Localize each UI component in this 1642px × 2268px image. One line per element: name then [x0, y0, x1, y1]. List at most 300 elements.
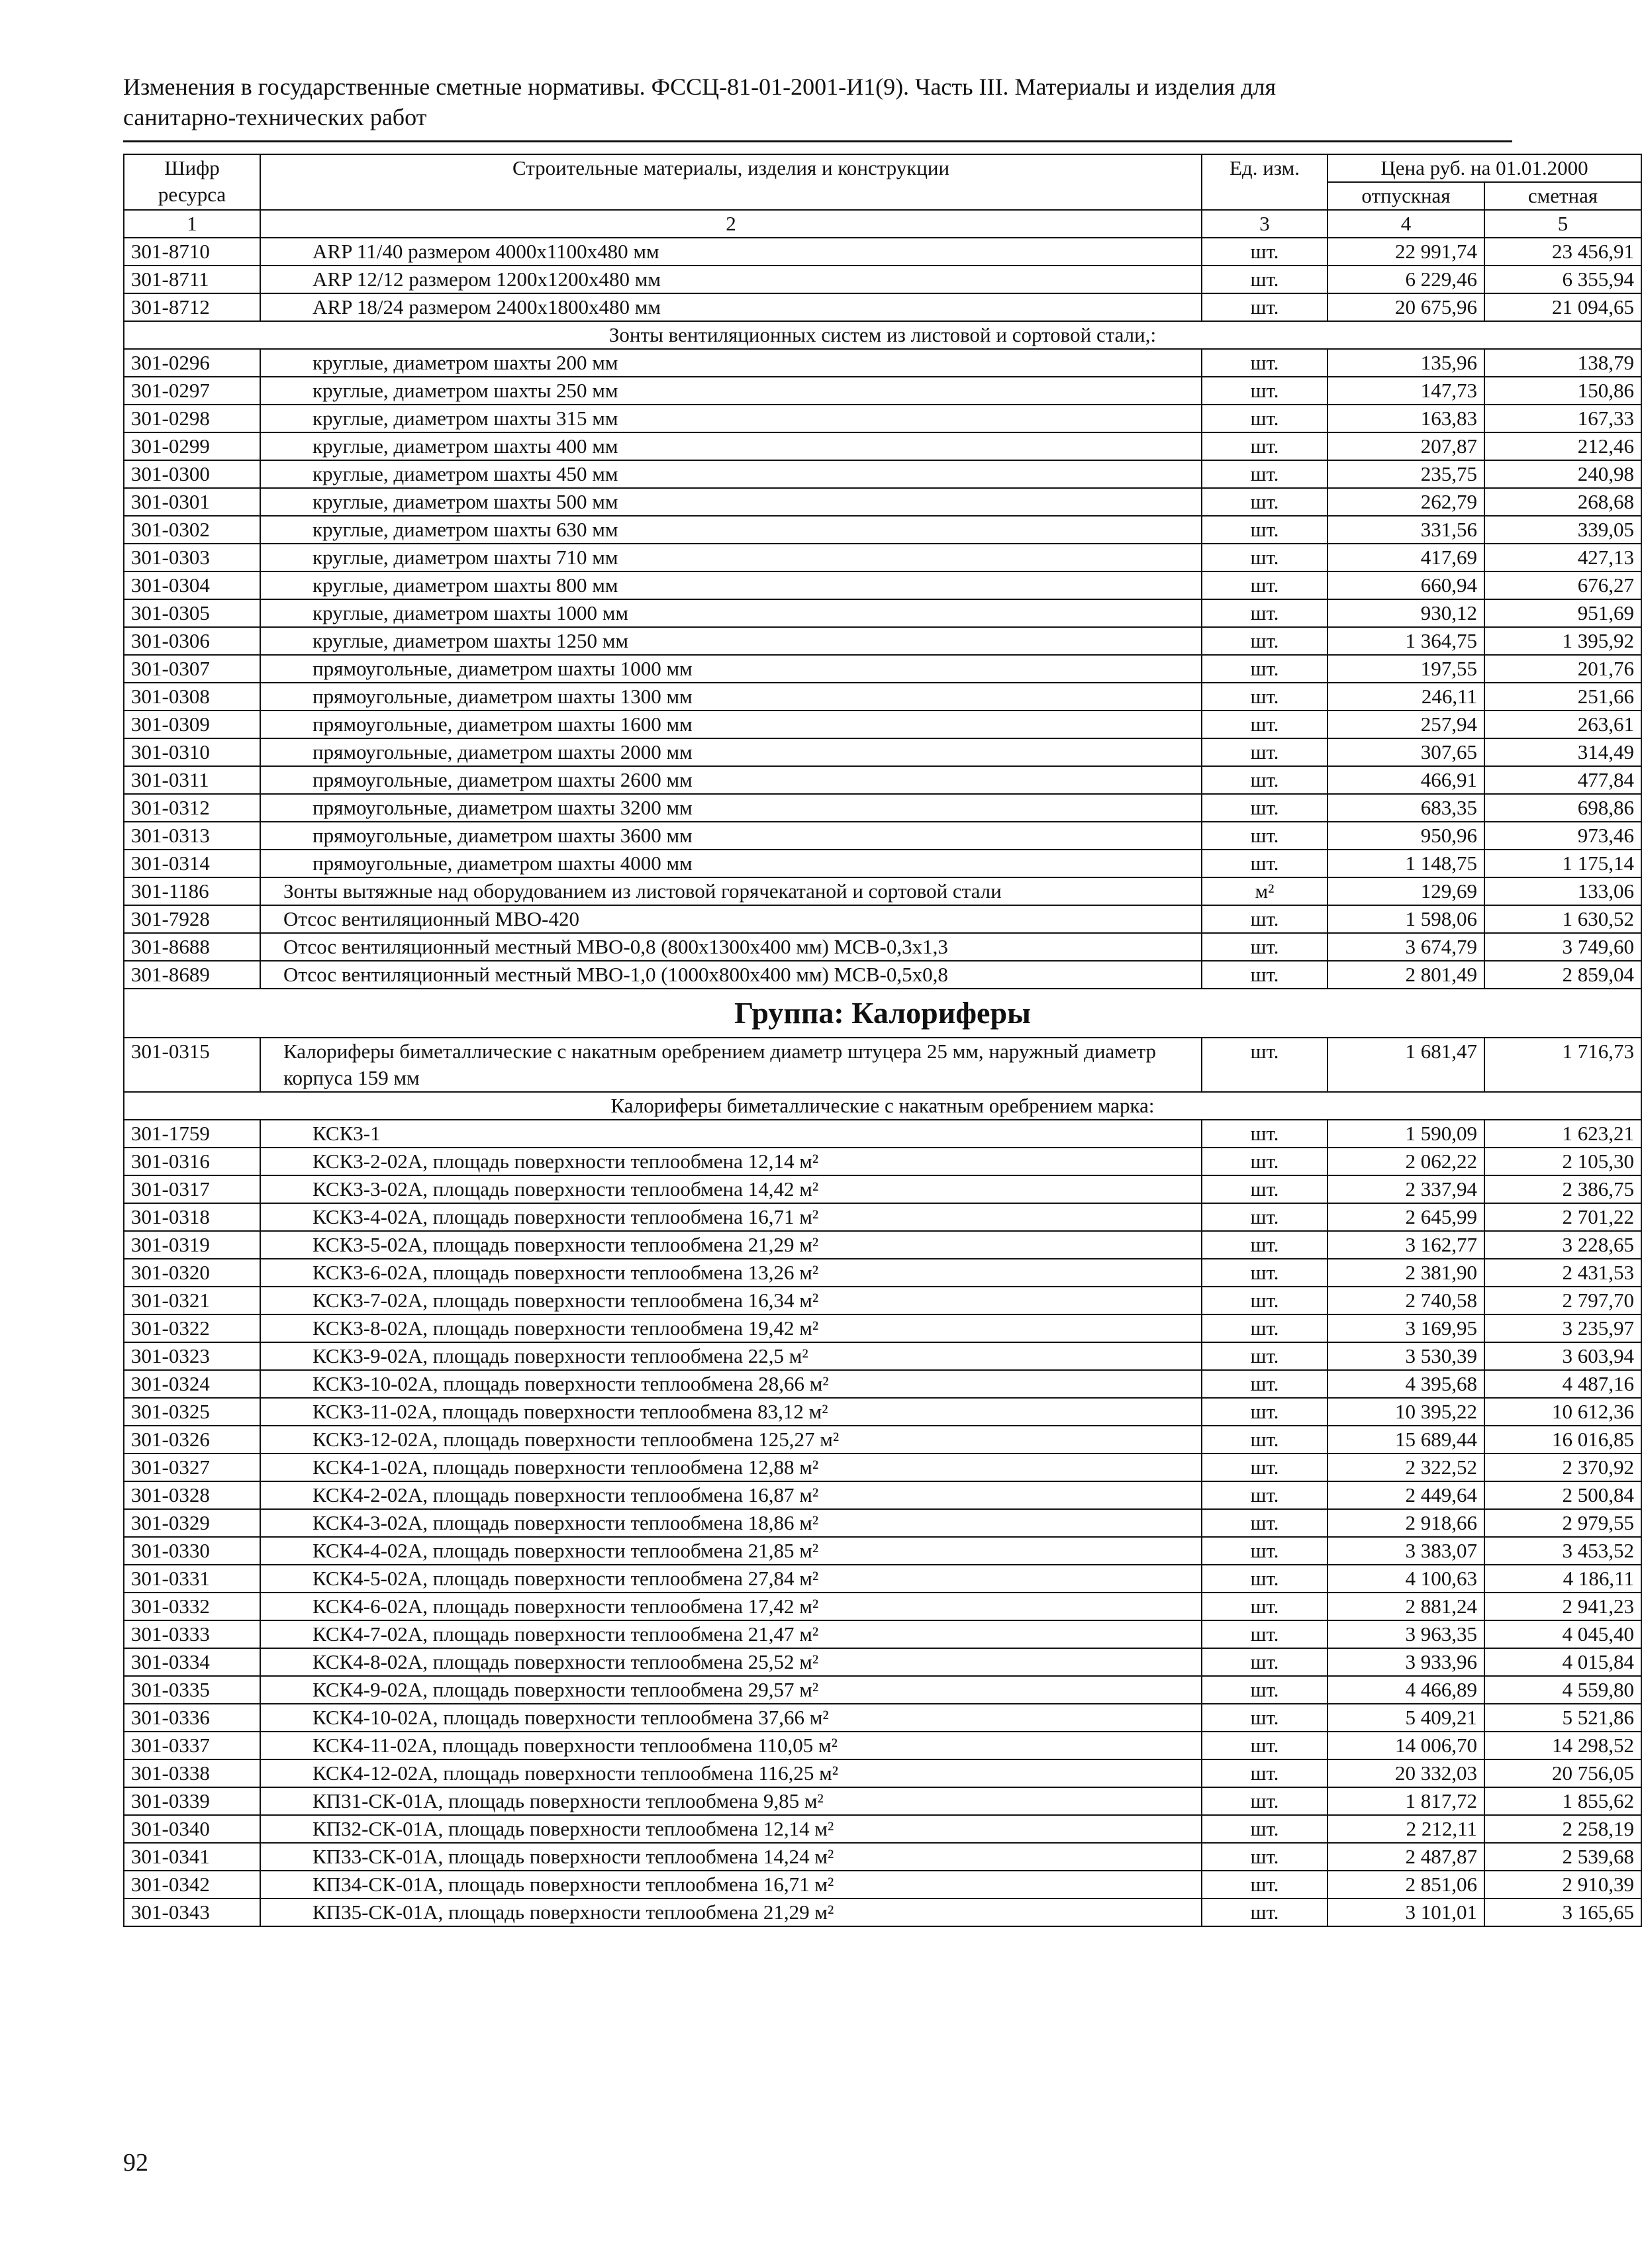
col-header-price-estimate: сметная: [1484, 182, 1641, 210]
price-estimate: 1 175,14: [1484, 850, 1641, 877]
column-numbers-row: [124, 210, 1641, 238]
unit-cell: шт.: [1202, 905, 1328, 933]
material-name: КСК3-12-02А, площадь поверхности теплообмена 125,27 м²: [260, 1426, 1202, 1454]
table-row: [124, 1398, 1641, 1426]
price-release: 3 933,96: [1328, 1648, 1484, 1676]
table-row: [124, 1426, 1641, 1454]
price-release: 3 101,01: [1328, 1898, 1484, 1926]
resource-code: 301-0343: [124, 1898, 260, 1926]
resource-code: 301-0328: [124, 1481, 260, 1509]
price-estimate: 133,06: [1484, 877, 1641, 905]
price-release: 1 817,72: [1328, 1787, 1484, 1815]
resource-code: 301-0307: [124, 655, 260, 683]
unit-cell: шт.: [1202, 766, 1328, 794]
table-row: [124, 627, 1641, 655]
material-name: ARP 12/12 размером 1200х1200х480 мм: [260, 266, 1202, 293]
table-row: [124, 655, 1641, 683]
price-estimate: 167,33: [1484, 405, 1641, 432]
resource-code: 301-8712: [124, 293, 260, 321]
price-release: 6 229,46: [1328, 266, 1484, 293]
price-estimate: 951,69: [1484, 599, 1641, 627]
price-estimate: 10 612,36: [1484, 1398, 1641, 1426]
unit-cell: шт.: [1202, 1231, 1328, 1259]
price-release: 14 006,70: [1328, 1732, 1484, 1759]
col-number: 2: [260, 210, 1202, 238]
price-estimate: 3 228,65: [1484, 1231, 1641, 1259]
table-row: [124, 794, 1641, 822]
table-row: [124, 933, 1641, 961]
resource-code: 301-0301: [124, 488, 260, 516]
table-row: [124, 460, 1641, 488]
table-row: [124, 1787, 1641, 1815]
price-estimate: 3 453,52: [1484, 1537, 1641, 1565]
material-name: КСК3-4-02А, площадь поверхности теплообмена 16,71 м²: [260, 1203, 1202, 1231]
unit-cell: шт.: [1202, 794, 1328, 822]
price-estimate: 150,86: [1484, 377, 1641, 405]
unit-cell: шт.: [1202, 377, 1328, 405]
table-row: [124, 1815, 1641, 1843]
table-row: [124, 238, 1641, 266]
price-release: 3 169,95: [1328, 1314, 1484, 1342]
price-estimate: 2 701,22: [1484, 1203, 1641, 1231]
price-estimate: 16 016,85: [1484, 1426, 1641, 1454]
resource-code: 301-0340: [124, 1815, 260, 1843]
resource-code: 301-0341: [124, 1843, 260, 1871]
material-name: прямоугольные, диаметром шахты 1600 мм: [260, 711, 1202, 738]
unit-cell: шт.: [1202, 1454, 1328, 1481]
table-row: [124, 516, 1641, 544]
price-estimate: 2 979,55: [1484, 1509, 1641, 1537]
unit-cell: шт.: [1202, 683, 1328, 711]
table-row: [124, 766, 1641, 794]
price-estimate: 3 165,65: [1484, 1898, 1641, 1926]
material-name: КП33-СК-01А, площадь поверхности теплообмена 14,24 м²: [260, 1843, 1202, 1871]
unit-cell: шт.: [1202, 1843, 1328, 1871]
unit-cell: шт.: [1202, 1175, 1328, 1203]
table-row: [124, 1620, 1641, 1648]
price-release: 4 466,89: [1328, 1676, 1484, 1704]
table-row: [124, 822, 1641, 850]
resource-code: 301-0322: [124, 1314, 260, 1342]
table-row: [124, 1454, 1641, 1481]
resource-code: 301-1186: [124, 877, 260, 905]
unit-cell: шт.: [1202, 933, 1328, 961]
price-table: [123, 154, 1642, 1927]
table-row: [124, 1732, 1641, 1759]
section-title: Зонты вентиляционных систем из листовой и сортовой стали,:: [124, 321, 1641, 349]
price-estimate: 4 559,80: [1484, 1676, 1641, 1704]
price-release: 2 322,52: [1328, 1454, 1484, 1481]
price-estimate: 1 716,73: [1484, 1038, 1641, 1092]
resource-code: 301-0315: [124, 1038, 260, 1092]
unit-cell: шт.: [1202, 655, 1328, 683]
unit-cell: шт.: [1202, 1398, 1328, 1426]
price-release: 2 062,22: [1328, 1148, 1484, 1175]
material-name: КСК4-1-02А, площадь поверхности теплообмена 12,88 м²: [260, 1454, 1202, 1481]
price-estimate: 3 603,94: [1484, 1342, 1641, 1370]
resource-code: 301-0321: [124, 1287, 260, 1314]
resource-code: 301-0331: [124, 1565, 260, 1593]
price-estimate: 21 094,65: [1484, 293, 1641, 321]
material-name: Зонты вытяжные над оборудованием из листовой горячекатаной и сортовой стали: [260, 877, 1202, 905]
section-row: [124, 1092, 1641, 1120]
price-release: 1 148,75: [1328, 850, 1484, 877]
resource-code: 301-0306: [124, 627, 260, 655]
unit-cell: шт.: [1202, 1593, 1328, 1620]
unit-cell: шт.: [1202, 544, 1328, 571]
price-estimate: 201,76: [1484, 655, 1641, 683]
table-row: [124, 571, 1641, 599]
material-name: Калориферы биметаллические с накатным оребрением диаметр штуцера 25 мм, наружный диаметр корпуса 159 мм: [260, 1038, 1202, 1092]
material-name: КП35-СК-01А, площадь поверхности теплообмена 21,29 м²: [260, 1898, 1202, 1926]
col-number: 5: [1484, 210, 1641, 238]
table-row: [124, 1593, 1641, 1620]
price-release: 2 801,49: [1328, 961, 1484, 989]
resource-code: 301-0304: [124, 571, 260, 599]
price-release: 2 851,06: [1328, 1871, 1484, 1898]
material-name: КСК4-11-02А, площадь поверхности теплообмена 110,05 м²: [260, 1732, 1202, 1759]
price-release: 15 689,44: [1328, 1426, 1484, 1454]
price-release: 307,65: [1328, 738, 1484, 766]
material-name: круглые, диаметром шахты 710 мм: [260, 544, 1202, 571]
price-estimate: 2 910,39: [1484, 1871, 1641, 1898]
material-name: КСК3-2-02А, площадь поверхности теплообмена 12,14 м²: [260, 1148, 1202, 1175]
material-name: Отсос вентиляционный МВО-420: [260, 905, 1202, 933]
material-name: КП32-СК-01А, площадь поверхности теплообмена 12,14 м²: [260, 1815, 1202, 1843]
price-release: 246,11: [1328, 683, 1484, 711]
price-release: 3 674,79: [1328, 933, 1484, 961]
price-release: 2 645,99: [1328, 1203, 1484, 1231]
unit-cell: шт.: [1202, 1898, 1328, 1926]
price-estimate: 2 258,19: [1484, 1815, 1641, 1843]
unit-cell: шт.: [1202, 238, 1328, 266]
resource-code: 301-0305: [124, 599, 260, 627]
unit-cell: шт.: [1202, 1287, 1328, 1314]
material-name: круглые, диаметром шахты 315 мм: [260, 405, 1202, 432]
unit-cell: шт.: [1202, 1787, 1328, 1815]
price-estimate: 20 756,05: [1484, 1759, 1641, 1787]
col-number: 3: [1202, 210, 1328, 238]
price-release: 2 212,11: [1328, 1815, 1484, 1843]
unit-cell: шт.: [1202, 571, 1328, 599]
unit-cell: шт.: [1202, 1759, 1328, 1787]
material-name: КСК3-1: [260, 1120, 1202, 1148]
material-name: круглые, диаметром шахты 1250 мм: [260, 627, 1202, 655]
table-row: [124, 432, 1641, 460]
price-release: 2 881,24: [1328, 1593, 1484, 1620]
price-release: 2 487,87: [1328, 1843, 1484, 1871]
price-release: 147,73: [1328, 377, 1484, 405]
material-name: круглые, диаметром шахты 200 мм: [260, 349, 1202, 377]
material-name: Отсос вентиляционный местный МВО-0,8 (800х1300х400 мм) МСВ-0,3х1,3: [260, 933, 1202, 961]
table-row: [124, 1314, 1641, 1342]
resource-code: 301-0339: [124, 1787, 260, 1815]
price-estimate: 1 630,52: [1484, 905, 1641, 933]
material-name: прямоугольные, диаметром шахты 4000 мм: [260, 850, 1202, 877]
material-name: круглые, диаметром шахты 800 мм: [260, 571, 1202, 599]
price-release: 331,56: [1328, 516, 1484, 544]
table-row: [124, 488, 1641, 516]
table-row: [124, 1148, 1641, 1175]
header-line-2: санитарно-технических работ: [123, 104, 427, 130]
resource-code: 301-8710: [124, 238, 260, 266]
unit-cell: шт.: [1202, 349, 1328, 377]
table-row: [124, 738, 1641, 766]
material-name: КСК4-12-02А, площадь поверхности теплообмена 116,25 м²: [260, 1759, 1202, 1787]
price-estimate: 2 386,75: [1484, 1175, 1641, 1203]
table-row: [124, 405, 1641, 432]
price-release: 660,94: [1328, 571, 1484, 599]
price-release: 1 364,75: [1328, 627, 1484, 655]
price-release: 5 409,21: [1328, 1704, 1484, 1732]
price-estimate: 2 370,92: [1484, 1454, 1641, 1481]
unit-cell: шт.: [1202, 293, 1328, 321]
material-name: КСК4-2-02А, площадь поверхности теплообмена 16,87 м²: [260, 1481, 1202, 1509]
price-estimate: 1 623,21: [1484, 1120, 1641, 1148]
material-name: прямоугольные, диаметром шахты 3600 мм: [260, 822, 1202, 850]
page-number: 92: [123, 2149, 148, 2177]
price-estimate: 251,66: [1484, 683, 1641, 711]
resource-code: 301-8689: [124, 961, 260, 989]
table-row: [124, 1843, 1641, 1871]
table-row: [124, 1648, 1641, 1676]
unit-cell: шт.: [1202, 1620, 1328, 1648]
table-row: [124, 961, 1641, 989]
price-estimate: 698,86: [1484, 794, 1641, 822]
price-estimate: 4 015,84: [1484, 1648, 1641, 1676]
material-name: круглые, диаметром шахты 1000 мм: [260, 599, 1202, 627]
price-estimate: 2 941,23: [1484, 1593, 1641, 1620]
resource-code: 301-0325: [124, 1398, 260, 1426]
unit-cell: шт.: [1202, 822, 1328, 850]
resource-code: 301-0320: [124, 1259, 260, 1287]
material-name: Отсос вентиляционный местный МВО-1,0 (1000х800х400 мм) МСВ-0,5х0,8: [260, 961, 1202, 989]
resource-code: 301-0335: [124, 1676, 260, 1704]
section-title: Калориферы биметаллические с накатным оребрением марка:: [124, 1092, 1641, 1120]
resource-code: 301-8688: [124, 933, 260, 961]
price-estimate: 1 395,92: [1484, 627, 1641, 655]
price-release: 10 395,22: [1328, 1398, 1484, 1426]
unit-cell: шт.: [1202, 1815, 1328, 1843]
unit-cell: шт.: [1202, 1481, 1328, 1509]
group-title: Группа: Калориферы: [124, 989, 1641, 1038]
table-row: [124, 1565, 1641, 1593]
resource-code: 301-0329: [124, 1509, 260, 1537]
unit-cell: шт.: [1202, 1314, 1328, 1342]
price-release: 20 332,03: [1328, 1759, 1484, 1787]
material-name: КСК4-3-02А, площадь поверхности теплообмена 18,86 м²: [260, 1509, 1202, 1537]
resource-code: 301-0342: [124, 1871, 260, 1898]
price-estimate: 5 521,86: [1484, 1704, 1641, 1732]
price-release: 683,35: [1328, 794, 1484, 822]
material-name: КСК4-8-02А, площадь поверхности теплообмена 25,52 м²: [260, 1648, 1202, 1676]
material-name: КСК3-10-02А, площадь поверхности теплообмена 28,66 м²: [260, 1370, 1202, 1398]
price-release: 207,87: [1328, 432, 1484, 460]
price-release: 2 337,94: [1328, 1175, 1484, 1203]
price-release: 135,96: [1328, 349, 1484, 377]
resource-code: 301-0326: [124, 1426, 260, 1454]
price-estimate: 477,84: [1484, 766, 1641, 794]
material-name: КСК3-9-02А, площадь поверхности теплообмена 22,5 м²: [260, 1342, 1202, 1370]
header-rule: [123, 140, 1512, 142]
resource-code: 301-0334: [124, 1648, 260, 1676]
material-name: круглые, диаметром шахты 630 мм: [260, 516, 1202, 544]
price-release: 2 740,58: [1328, 1287, 1484, 1314]
price-estimate: 2 431,53: [1484, 1259, 1641, 1287]
table-row: [124, 1704, 1641, 1732]
unit-cell: шт.: [1202, 266, 1328, 293]
document-header: [123, 72, 1514, 132]
price-release: 3 963,35: [1328, 1620, 1484, 1648]
table-row: [124, 599, 1641, 627]
material-name: прямоугольные, диаметром шахты 2000 мм: [260, 738, 1202, 766]
price-estimate: 4 045,40: [1484, 1620, 1641, 1648]
table-row: [124, 1509, 1641, 1537]
price-estimate: 973,46: [1484, 822, 1641, 850]
price-estimate: 263,61: [1484, 711, 1641, 738]
resource-code: 301-0327: [124, 1454, 260, 1481]
price-release: 466,91: [1328, 766, 1484, 794]
unit-cell: шт.: [1202, 1565, 1328, 1593]
table-row: [124, 905, 1641, 933]
material-name: КСК4-5-02А, площадь поверхности теплообмена 27,84 м²: [260, 1565, 1202, 1593]
material-name: ARP 18/24 размером 2400х1800х480 мм: [260, 293, 1202, 321]
unit-cell: шт.: [1202, 460, 1328, 488]
price-estimate: 339,05: [1484, 516, 1641, 544]
unit-cell: шт.: [1202, 1704, 1328, 1732]
price-release: 235,75: [1328, 460, 1484, 488]
resource-code: 301-0311: [124, 766, 260, 794]
resource-code: 301-0298: [124, 405, 260, 432]
table-row: [124, 1259, 1641, 1287]
price-estimate: 2 500,84: [1484, 1481, 1641, 1509]
unit-cell: шт.: [1202, 1342, 1328, 1370]
price-release: 20 675,96: [1328, 293, 1484, 321]
resource-code: 301-0332: [124, 1593, 260, 1620]
material-name: КП34-СК-01А, площадь поверхности теплообмена 16,71 м²: [260, 1871, 1202, 1898]
unit-cell: шт.: [1202, 432, 1328, 460]
price-release: 1 598,06: [1328, 905, 1484, 933]
price-release: 22 991,74: [1328, 238, 1484, 266]
price-estimate: 6 355,94: [1484, 266, 1641, 293]
resource-code: 301-0319: [124, 1231, 260, 1259]
price-estimate: 4 186,11: [1484, 1565, 1641, 1593]
resource-code: 301-0324: [124, 1370, 260, 1398]
table-row: [124, 1537, 1641, 1565]
price-release: 4 395,68: [1328, 1370, 1484, 1398]
material-name: КП31-СК-01А, площадь поверхности теплообмена 9,85 м²: [260, 1787, 1202, 1815]
price-release: 417,69: [1328, 544, 1484, 571]
resource-code: 301-0312: [124, 794, 260, 822]
price-estimate: 3 235,97: [1484, 1314, 1641, 1342]
unit-cell: шт.: [1202, 850, 1328, 877]
price-release: 2 918,66: [1328, 1509, 1484, 1537]
unit-cell: шт.: [1202, 627, 1328, 655]
unit-cell: м²: [1202, 877, 1328, 905]
resource-code: 301-0296: [124, 349, 260, 377]
price-release: 3 530,39: [1328, 1342, 1484, 1370]
resource-code: 301-0316: [124, 1148, 260, 1175]
price-release: 3 383,07: [1328, 1537, 1484, 1565]
price-release: 930,12: [1328, 599, 1484, 627]
table-row: [124, 1231, 1641, 1259]
price-release: 2 449,64: [1328, 1481, 1484, 1509]
material-name: КСК4-4-02А, площадь поверхности теплообмена 21,85 м²: [260, 1537, 1202, 1565]
material-name: КСК4-9-02А, площадь поверхности теплообмена 29,57 м²: [260, 1676, 1202, 1704]
resource-code: 301-0337: [124, 1732, 260, 1759]
price-estimate: 2 859,04: [1484, 961, 1641, 989]
unit-cell: шт.: [1202, 1871, 1328, 1898]
price-release: 3 162,77: [1328, 1231, 1484, 1259]
price-release: 257,94: [1328, 711, 1484, 738]
section-row: [124, 989, 1641, 1038]
price-release: 163,83: [1328, 405, 1484, 432]
table-row: [124, 544, 1641, 571]
table-row: [124, 293, 1641, 321]
resource-code: 301-0309: [124, 711, 260, 738]
resource-code: 301-0297: [124, 377, 260, 405]
table-row: [124, 1898, 1641, 1926]
col-header-unit: Ед. изм.: [1202, 154, 1328, 210]
table-row: [124, 711, 1641, 738]
table-row: [124, 1203, 1641, 1231]
table-row: [124, 1759, 1641, 1787]
table-row: [124, 266, 1641, 293]
unit-cell: шт.: [1202, 1148, 1328, 1175]
resource-code: 301-0300: [124, 460, 260, 488]
price-estimate: 2 539,68: [1484, 1843, 1641, 1871]
price-estimate: 2 105,30: [1484, 1148, 1641, 1175]
table-row: [124, 1481, 1641, 1509]
table-row: [124, 850, 1641, 877]
table-row: [124, 1175, 1641, 1203]
col-header-price-release: отпускная: [1328, 182, 1484, 210]
unit-cell: шт.: [1202, 1426, 1328, 1454]
material-name: прямоугольные, диаметром шахты 1000 мм: [260, 655, 1202, 683]
table-row: [124, 1120, 1641, 1148]
material-name: круглые, диаметром шахты 400 мм: [260, 432, 1202, 460]
col-header-code: Шифр ресурса: [124, 154, 260, 210]
price-estimate: 314,49: [1484, 738, 1641, 766]
unit-cell: шт.: [1202, 1203, 1328, 1231]
resource-code: 301-0314: [124, 850, 260, 877]
section-row: [124, 321, 1641, 349]
material-name: прямоугольные, диаметром шахты 3200 мм: [260, 794, 1202, 822]
unit-cell: шт.: [1202, 1370, 1328, 1398]
price-release: 950,96: [1328, 822, 1484, 850]
price-release: 262,79: [1328, 488, 1484, 516]
table-row: [124, 1370, 1641, 1398]
material-name: круглые, диаметром шахты 450 мм: [260, 460, 1202, 488]
resource-code: 301-8711: [124, 266, 260, 293]
material-name: прямоугольные, диаметром шахты 1300 мм: [260, 683, 1202, 711]
unit-cell: шт.: [1202, 1120, 1328, 1148]
resource-code: 301-0330: [124, 1537, 260, 1565]
resource-code: 301-0299: [124, 432, 260, 460]
material-name: КСК3-6-02А, площадь поверхности теплообмена 13,26 м²: [260, 1259, 1202, 1287]
resource-code: 301-0302: [124, 516, 260, 544]
unit-cell: шт.: [1202, 405, 1328, 432]
price-estimate: 2 797,70: [1484, 1287, 1641, 1314]
material-name: КСК3-3-02А, площадь поверхности теплообмена 14,42 м²: [260, 1175, 1202, 1203]
material-name: КСК3-7-02А, площадь поверхности теплообмена 16,34 м²: [260, 1287, 1202, 1314]
material-name: круглые, диаметром шахты 500 мм: [260, 488, 1202, 516]
resource-code: 301-0323: [124, 1342, 260, 1370]
resource-code: 301-0308: [124, 683, 260, 711]
price-release: 1 590,09: [1328, 1120, 1484, 1148]
table-row: [124, 1871, 1641, 1898]
header-line-1: Изменения в государственные сметные нормативы. ФССЦ-81-01-2001-И1(9). Часть III. Материалы и изделия для: [123, 74, 1277, 100]
